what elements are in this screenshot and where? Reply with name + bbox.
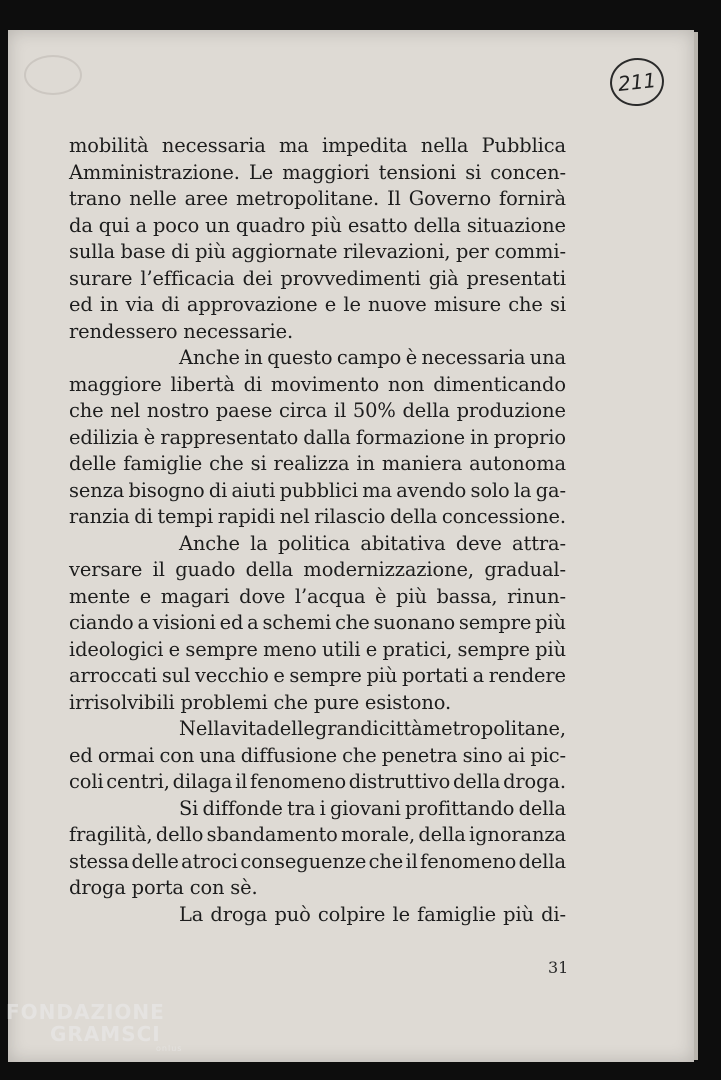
text-line bbox=[69, 398, 566, 425]
word: giovani bbox=[329, 796, 401, 820]
word: non bbox=[387, 372, 425, 396]
faded-stamp bbox=[24, 55, 82, 95]
word: sul bbox=[161, 664, 191, 687]
word: quadro bbox=[235, 213, 306, 237]
text-line bbox=[69, 743, 566, 770]
word: ma bbox=[278, 134, 309, 157]
word: più bbox=[535, 611, 566, 634]
text-line bbox=[69, 849, 566, 876]
word: a bbox=[472, 664, 485, 687]
word: fenomeno bbox=[420, 849, 517, 873]
text-line bbox=[69, 796, 566, 823]
watermark-line-3: onlus bbox=[156, 1044, 183, 1053]
word: della bbox=[245, 558, 294, 581]
word: ideologici bbox=[69, 637, 164, 661]
text-line bbox=[69, 425, 566, 452]
word: surare bbox=[69, 266, 133, 290]
word: Si bbox=[179, 796, 199, 820]
word: la bbox=[250, 531, 268, 555]
word: più bbox=[311, 213, 342, 237]
text-line bbox=[69, 478, 566, 505]
word: conseguenze bbox=[240, 849, 367, 873]
watermark-line-2: GRAMSCI bbox=[50, 1022, 161, 1046]
text-line bbox=[69, 345, 566, 372]
word: di bbox=[134, 505, 153, 528]
word: 50% bbox=[352, 399, 396, 422]
word: delle bbox=[69, 452, 117, 475]
word: dello bbox=[155, 823, 204, 846]
word: un bbox=[205, 213, 230, 237]
word: solo bbox=[470, 478, 510, 502]
word: pure bbox=[313, 690, 360, 714]
word: con bbox=[189, 876, 225, 899]
word: ga- bbox=[535, 478, 566, 502]
word: è bbox=[375, 584, 387, 608]
word: rendere bbox=[488, 664, 566, 687]
text-line bbox=[69, 822, 566, 849]
text-line bbox=[69, 902, 566, 929]
word: ma bbox=[362, 478, 392, 502]
word: sino bbox=[462, 743, 503, 767]
word: Governo bbox=[408, 187, 492, 210]
word: nostro bbox=[146, 399, 210, 422]
text-line bbox=[69, 610, 566, 637]
word: aggiornate bbox=[231, 240, 338, 263]
word: via bbox=[125, 293, 155, 316]
word: atroci bbox=[181, 849, 238, 873]
word: gradual- bbox=[484, 558, 566, 581]
word: che bbox=[273, 690, 309, 714]
word: bassa, bbox=[436, 584, 498, 608]
word: coli bbox=[69, 770, 104, 793]
word: che bbox=[69, 399, 104, 422]
word: i bbox=[319, 796, 326, 820]
word: necessarie. bbox=[183, 319, 294, 343]
word: aree bbox=[184, 187, 228, 210]
word: approvazione bbox=[186, 293, 318, 316]
word: formazione bbox=[355, 425, 465, 449]
word: guado bbox=[175, 558, 236, 581]
word: ai bbox=[507, 743, 526, 767]
page-edge bbox=[694, 32, 698, 1060]
word: della bbox=[402, 399, 450, 422]
word: modernizzazione, bbox=[303, 558, 474, 581]
word: provvedimenti bbox=[280, 266, 421, 290]
text-line bbox=[69, 372, 566, 399]
word: può bbox=[274, 902, 311, 926]
word: in bbox=[99, 293, 119, 316]
word: famiglie bbox=[123, 452, 203, 475]
word: ed bbox=[219, 611, 244, 634]
word: la bbox=[513, 478, 532, 502]
word: da bbox=[69, 213, 93, 237]
word: aiuti bbox=[231, 478, 276, 502]
word: dilaga bbox=[172, 770, 233, 793]
word: nel bbox=[110, 399, 141, 422]
text-line bbox=[69, 319, 566, 346]
word: nuove bbox=[368, 293, 427, 316]
word: situazione bbox=[466, 213, 566, 237]
word: attra- bbox=[512, 531, 566, 555]
word: metropolitane, bbox=[422, 717, 566, 740]
page-number: 31 bbox=[548, 958, 569, 977]
word: più bbox=[195, 240, 226, 263]
watermark-line-1: FONDAZIONE bbox=[6, 1000, 165, 1024]
word: che bbox=[342, 743, 377, 767]
word: della bbox=[452, 770, 501, 793]
word: tensioni bbox=[378, 160, 457, 184]
text-line bbox=[69, 186, 566, 213]
word: esatto bbox=[347, 213, 408, 237]
word: porta bbox=[131, 876, 184, 899]
word: esistono. bbox=[364, 690, 452, 714]
word: di bbox=[243, 372, 263, 396]
word: maggiore bbox=[69, 372, 162, 396]
word: autonoma bbox=[469, 452, 566, 475]
word: droga. bbox=[503, 770, 566, 793]
word: versare bbox=[69, 558, 143, 581]
word: meno bbox=[263, 637, 317, 661]
word: diffusione bbox=[240, 743, 337, 767]
word: movimento bbox=[270, 372, 380, 396]
word: droga bbox=[69, 876, 126, 899]
text-line bbox=[69, 292, 566, 319]
word: tra bbox=[287, 796, 316, 820]
word: delle bbox=[131, 849, 179, 873]
word: una bbox=[529, 346, 566, 369]
word: città bbox=[378, 717, 423, 740]
text-line bbox=[69, 451, 566, 478]
word: le bbox=[343, 293, 361, 316]
word: dove bbox=[239, 584, 286, 608]
word: questo bbox=[267, 346, 333, 369]
word: rappresentato bbox=[160, 425, 299, 449]
word: mobilità bbox=[69, 134, 149, 157]
word: già bbox=[428, 266, 459, 290]
word: e bbox=[273, 664, 285, 687]
word: dei bbox=[242, 266, 273, 290]
word: della bbox=[418, 823, 466, 846]
word: impedita bbox=[321, 134, 408, 157]
text-line bbox=[69, 875, 566, 902]
word: fenomeno bbox=[250, 770, 347, 793]
word: visioni bbox=[152, 611, 216, 634]
word: ed bbox=[69, 293, 93, 316]
text-line bbox=[69, 504, 566, 531]
word: pubblici bbox=[279, 478, 358, 502]
word: Amministrazione. bbox=[69, 160, 240, 184]
word: portati bbox=[401, 664, 468, 687]
word: della bbox=[518, 849, 566, 873]
word: Anche bbox=[179, 531, 240, 555]
word: abitativa bbox=[360, 531, 446, 555]
word: in bbox=[356, 452, 375, 475]
word: produzione bbox=[456, 399, 566, 422]
word: Pubblica bbox=[481, 134, 566, 157]
word: è bbox=[143, 425, 156, 449]
word: profittando bbox=[405, 796, 515, 820]
word: rilevazioni, bbox=[342, 240, 451, 263]
word: trano bbox=[69, 187, 122, 210]
word: sempre bbox=[458, 611, 532, 634]
word: ormai bbox=[97, 743, 155, 767]
word: circa bbox=[278, 399, 328, 422]
word: nelle bbox=[129, 187, 177, 210]
word: bisogno bbox=[128, 478, 205, 502]
word: pic- bbox=[530, 743, 566, 767]
word: necessaria bbox=[421, 346, 526, 369]
word: sè. bbox=[230, 876, 258, 899]
word: fragilità, bbox=[69, 823, 153, 846]
word: politica bbox=[277, 531, 351, 555]
word: sulla bbox=[69, 240, 115, 263]
word: delle bbox=[267, 717, 315, 740]
word: famiglie bbox=[417, 902, 496, 926]
word: suonano bbox=[373, 611, 456, 634]
word: vita bbox=[231, 717, 268, 740]
word: irrisolvibili bbox=[69, 690, 175, 714]
word: ed bbox=[69, 743, 93, 767]
word: a bbox=[247, 611, 259, 634]
word: di bbox=[161, 293, 180, 316]
word: più bbox=[535, 637, 566, 661]
word: di bbox=[208, 478, 228, 502]
word: il bbox=[405, 849, 418, 873]
word: si bbox=[465, 160, 482, 184]
word: della bbox=[389, 505, 438, 528]
word: maniera bbox=[381, 452, 463, 475]
word: e bbox=[365, 637, 378, 661]
word: più bbox=[503, 902, 534, 926]
word: si bbox=[250, 452, 267, 475]
text-line bbox=[69, 690, 566, 717]
word: di bbox=[171, 240, 190, 263]
word: poco bbox=[152, 213, 200, 237]
word: Nella bbox=[179, 717, 231, 740]
word: grandi bbox=[314, 717, 379, 740]
text-line bbox=[69, 716, 566, 743]
word: a bbox=[137, 611, 149, 634]
word: misure bbox=[433, 293, 502, 316]
text-line bbox=[69, 160, 566, 187]
text-line bbox=[69, 637, 566, 664]
word: centri, bbox=[106, 770, 170, 793]
word: che bbox=[335, 611, 370, 634]
word: diffonde bbox=[202, 796, 283, 820]
body-text bbox=[69, 133, 566, 928]
word: magari bbox=[160, 584, 230, 608]
word: presentati bbox=[466, 266, 566, 290]
text-line bbox=[69, 584, 566, 611]
word: si bbox=[549, 293, 566, 316]
word: arroccati bbox=[69, 664, 158, 687]
word: il bbox=[235, 770, 248, 793]
word: sempre bbox=[289, 664, 362, 687]
word: concen- bbox=[490, 160, 566, 184]
word: che bbox=[368, 849, 404, 873]
word: con bbox=[159, 743, 195, 767]
word: il bbox=[333, 399, 347, 422]
word: rendessero bbox=[69, 319, 178, 343]
word: il bbox=[152, 558, 165, 581]
word: campo bbox=[336, 346, 402, 369]
word: che bbox=[508, 293, 543, 316]
word: una bbox=[199, 743, 236, 767]
text-line bbox=[69, 557, 566, 584]
word: rilascio bbox=[314, 505, 386, 528]
word: stessa bbox=[69, 849, 130, 873]
text-line bbox=[69, 239, 566, 266]
word: della bbox=[518, 796, 566, 820]
archive-number-stamp: 211 bbox=[608, 55, 667, 108]
word: Anche bbox=[179, 346, 240, 369]
word: in bbox=[470, 425, 489, 449]
word: qui bbox=[98, 213, 130, 237]
word: l’efficacia bbox=[140, 266, 235, 290]
word: di- bbox=[541, 902, 566, 926]
word: libertà bbox=[170, 372, 235, 396]
word: fornirà bbox=[499, 187, 566, 210]
word: l’acqua bbox=[294, 584, 366, 608]
word: dalla bbox=[303, 425, 351, 449]
text-line bbox=[69, 531, 566, 558]
word: ciando bbox=[69, 611, 134, 634]
word: penetra bbox=[381, 743, 458, 767]
word: schemi bbox=[262, 611, 332, 634]
text-line bbox=[69, 663, 566, 690]
word: e bbox=[168, 637, 181, 661]
word: ranzia bbox=[69, 505, 130, 528]
text-line bbox=[69, 266, 566, 293]
word: rinun- bbox=[507, 584, 566, 608]
word: metropolitane. bbox=[235, 187, 380, 210]
word: droga bbox=[210, 902, 268, 926]
word: deve bbox=[455, 531, 502, 555]
word: della bbox=[413, 213, 461, 237]
word: vecchio bbox=[194, 664, 269, 687]
word: concessione. bbox=[441, 505, 566, 528]
word: Il bbox=[387, 187, 401, 210]
word: è bbox=[405, 346, 418, 369]
word: senza bbox=[69, 478, 125, 502]
word: edilizia bbox=[69, 425, 139, 449]
word: sbandamento bbox=[206, 823, 338, 846]
word: commi- bbox=[494, 240, 566, 263]
word: avendo bbox=[396, 478, 467, 502]
word: realizza bbox=[273, 452, 350, 475]
word: problemi bbox=[180, 690, 268, 714]
word: sempre bbox=[185, 637, 258, 661]
word: a bbox=[135, 213, 147, 237]
word: e bbox=[139, 584, 152, 608]
word: in bbox=[244, 346, 263, 369]
word: tempi bbox=[157, 505, 214, 528]
word: base bbox=[120, 240, 166, 263]
word: ignoranza bbox=[469, 823, 566, 846]
word: per bbox=[455, 240, 489, 263]
word: dimenticando bbox=[433, 372, 566, 396]
word: più bbox=[396, 584, 427, 608]
word: rapidi bbox=[217, 505, 276, 528]
word: le bbox=[392, 902, 410, 926]
word: sempre bbox=[457, 637, 530, 661]
word: necessaria bbox=[161, 134, 266, 157]
word: paese bbox=[215, 399, 273, 422]
word: proprio bbox=[493, 425, 566, 449]
fondazione-gramsci-watermark bbox=[6, 1000, 183, 1053]
word: nel bbox=[279, 505, 310, 528]
word: che bbox=[209, 452, 244, 475]
word: distruttivo bbox=[348, 770, 451, 793]
word: colpire bbox=[317, 902, 386, 926]
word: pratici, bbox=[382, 637, 453, 661]
text-line bbox=[69, 133, 566, 160]
word: utili bbox=[322, 637, 361, 661]
word: nella bbox=[420, 134, 469, 157]
word: Le bbox=[248, 160, 274, 184]
word: morale, bbox=[341, 823, 416, 846]
word: più bbox=[366, 664, 398, 687]
word: maggiori bbox=[282, 160, 370, 184]
text-line bbox=[69, 769, 566, 796]
word: e bbox=[324, 293, 337, 316]
word: mente bbox=[69, 584, 131, 608]
text-line bbox=[69, 213, 566, 240]
word: La bbox=[179, 902, 204, 926]
